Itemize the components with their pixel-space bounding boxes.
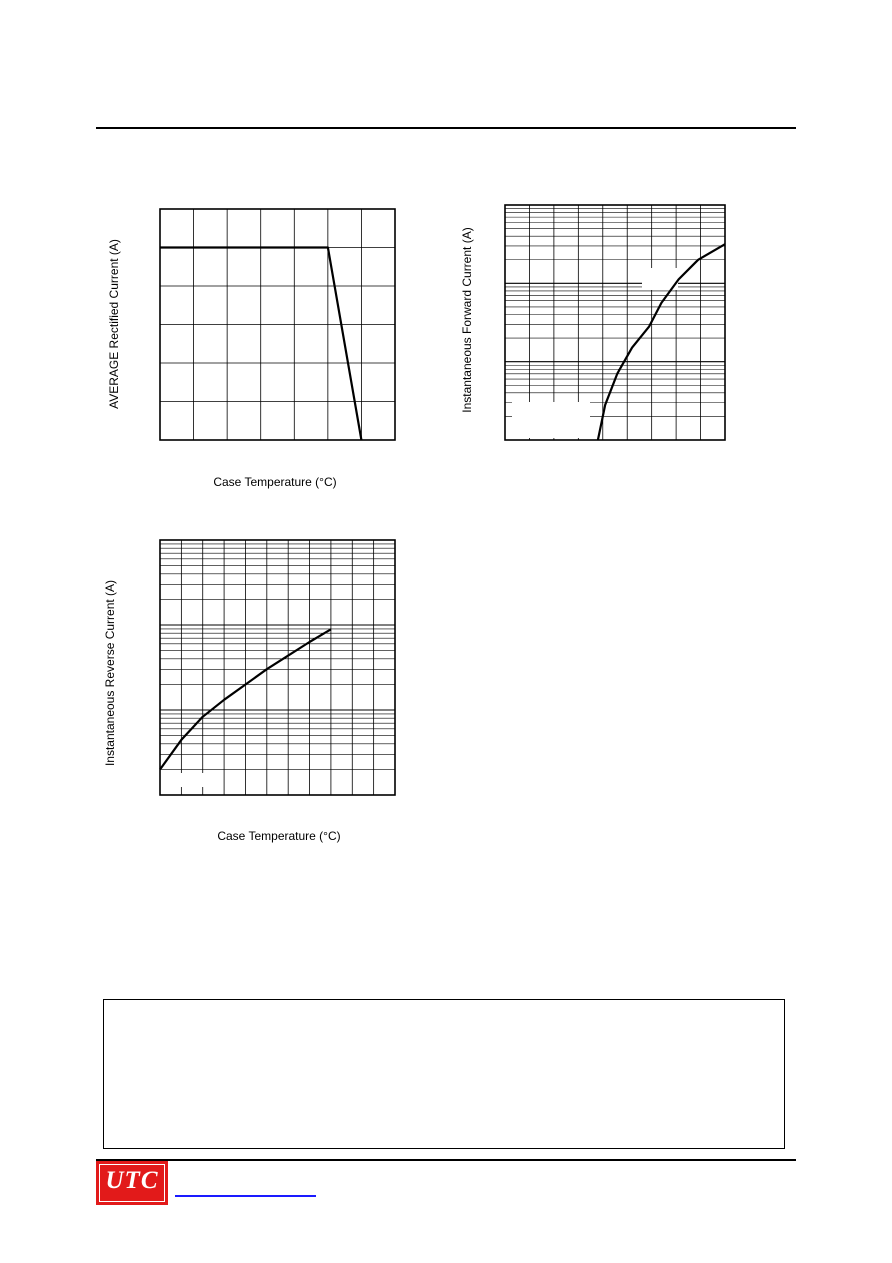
footer-rule [96,1159,796,1161]
note-box [103,999,785,1149]
chart-1-ylabel: AVERAGE Rectified Current (A) [107,239,121,409]
utc-logo [96,1161,168,1205]
chart-2-ylabel: Instantaneous Forward Current (A) [460,227,474,413]
chart-3-xlabel: Case Temperature (°C) [217,829,341,843]
logo-text: UTC [105,1167,159,1194]
chart-3-ylabel: Instantaneous Reverse Current (A) [103,579,117,767]
chart-3-label-mask [172,773,214,787]
chart-1-xlabel: Case Temperature (°C) [213,475,337,489]
website-link[interactable] [175,1195,316,1197]
chart-2-label-mask [512,402,590,438]
chart-3-frame [160,540,395,795]
